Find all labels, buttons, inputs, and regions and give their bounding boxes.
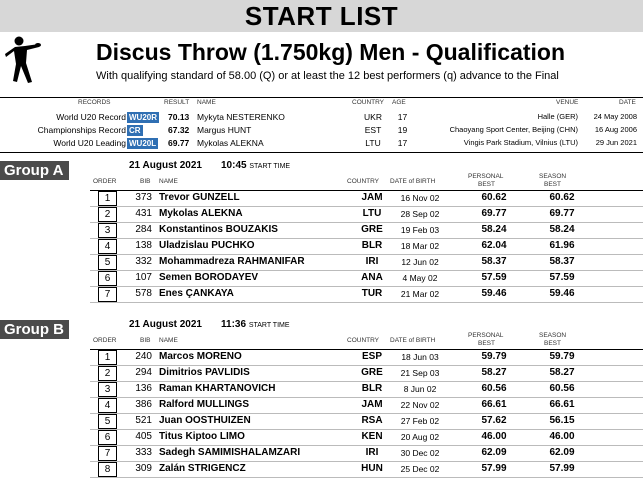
athlete-dob: 20 Aug 02 (400, 432, 440, 442)
order-number: 4 (98, 398, 117, 413)
bib-number: 333 (135, 447, 152, 458)
dob-header: DATE of BIRTH (390, 178, 436, 185)
name-header: NAME (159, 337, 178, 344)
athlete-row (90, 190, 643, 207)
bib-number: 294 (135, 367, 152, 378)
group-start-time (221, 319, 290, 330)
record-label: Championships Record (37, 125, 126, 135)
athlete-name: Mykolas ALEKNA (159, 208, 243, 219)
athlete-country: KEN (361, 431, 383, 442)
order-number: 2 (98, 366, 117, 381)
athlete-row (90, 429, 643, 446)
athlete-dob: 30 Dec 02 (400, 448, 440, 458)
athlete-dob: 22 Nov 02 (400, 400, 440, 410)
season-best: 58.24 (549, 224, 575, 235)
athlete-dob: 16 Nov 02 (400, 193, 440, 203)
event-subtitle: With qualifying standard of 58.00 (Q) or at least the 12 best performers (q) advance to the Final (96, 70, 559, 82)
bib-number: 405 (135, 431, 152, 442)
order-number: 8 (98, 462, 117, 477)
discus-thrower-icon (5, 35, 41, 85)
records-table (0, 97, 643, 153)
season-best: 58.37 (549, 256, 575, 267)
athlete-name: Zalán STRIGENCZ (159, 463, 246, 474)
athlete-dob: 4 May 02 (402, 273, 438, 283)
athlete-name: Uladzislau PUCHKO (159, 240, 255, 251)
athlete-country: ANA (361, 272, 383, 283)
season-best-header: SEASON (539, 173, 567, 180)
start-time-value: 11:36 (221, 319, 247, 330)
athlete-dob: 25 Dec 02 (400, 464, 440, 474)
record-country: UKR (364, 112, 382, 122)
athlete-row (90, 254, 643, 271)
athlete-dob: 28 Sep 02 (400, 209, 440, 219)
season-best: 59.79 (549, 351, 575, 362)
order-number: 2 (98, 207, 117, 222)
athlete-country: GRE (361, 224, 383, 235)
athlete-row (90, 222, 643, 239)
athlete-name: Marcos MORENO (159, 351, 242, 362)
record-venue: Chaoyang Sport Center, Beijing (CHN) (449, 125, 578, 134)
athlete-row (90, 413, 643, 430)
personal-best: 62.09 (481, 447, 507, 458)
personal-best: 57.99 (481, 463, 507, 474)
athlete-dob: 21 Sep 03 (400, 368, 440, 378)
season-best-header: SEASON (539, 332, 567, 339)
start-time-label: START TIME (249, 163, 291, 170)
athlete-name: Dimitrios PAVLIDIS (159, 367, 250, 378)
order-number: 6 (98, 271, 117, 286)
bib-header: BIB (140, 178, 151, 185)
athlete-country: RSA (361, 415, 383, 426)
athlete-dob: 27 Feb 02 (400, 416, 440, 426)
athlete-name: Ralford MULLINGS (159, 399, 249, 410)
season-best: 62.09 (549, 447, 575, 458)
athlete-dob: 8 Jun 02 (403, 384, 437, 394)
athlete-name: Juan OOSTHUIZEN (159, 415, 251, 426)
athlete-name: Enes ÇANKAYA (159, 288, 234, 299)
record-holder: Margus HUNT (197, 125, 252, 135)
record-label: World U20 Record (56, 112, 126, 122)
order-header: ORDER (93, 337, 117, 344)
personal-best-header: PERSONAL (468, 173, 504, 180)
personal-best: 57.62 (481, 415, 507, 426)
order-number: 7 (98, 446, 117, 461)
order-number: 3 (98, 382, 117, 397)
athlete-dob: 21 Mar 02 (400, 289, 440, 299)
personal-best: 60.62 (481, 192, 507, 203)
bib-number: 136 (135, 383, 152, 394)
table-header (90, 172, 643, 191)
record-mark: 69.77 (168, 138, 190, 148)
group-date: 21 August 2021 (129, 319, 202, 330)
athlete-country: HUN (361, 463, 383, 474)
athlete-row (90, 286, 643, 303)
record-mark: 70.13 (168, 112, 190, 122)
bib-number: 521 (135, 415, 152, 426)
athlete-name: Mohammadreza RAHMANIFAR (159, 256, 305, 267)
athlete-row (90, 397, 643, 414)
bib-number: 332 (135, 256, 152, 267)
personal-best: 58.24 (481, 224, 507, 235)
record-badge: WU20R (129, 112, 158, 122)
bib-number: 240 (135, 351, 152, 362)
group-label: Group B (0, 320, 69, 339)
athlete-country: IRI (365, 256, 379, 267)
athlete-country: JAM (361, 399, 383, 410)
athlete-name: Konstantinos BOUZAKIS (159, 224, 278, 235)
order-number: 1 (98, 191, 117, 206)
athlete-row (90, 270, 643, 287)
athlete-name: Titus Kiptoo LIMO (159, 431, 245, 442)
date-header: DATE (619, 99, 636, 106)
order-number: 5 (98, 414, 117, 429)
record-holder: Mykyta NESTERENKO (197, 112, 285, 122)
personal-best: 58.37 (481, 256, 507, 267)
record-country: EST (364, 125, 382, 135)
record-country: LTU (365, 138, 381, 148)
bib-number: 309 (135, 463, 152, 474)
athlete-dob: 18 Mar 02 (400, 241, 440, 251)
personal-best-header: PERSONAL (468, 332, 504, 339)
season-best: 56.15 (549, 415, 575, 426)
personal-best: 58.27 (481, 367, 507, 378)
athlete-name: Trevor GUNZELL (159, 192, 240, 203)
athlete-name: Raman KHARTANOVICH (159, 383, 276, 394)
bib-number: 138 (135, 240, 152, 251)
athlete-row (90, 381, 643, 398)
record-venue: Vingis Park Stadium, Vilnius (LTU) (463, 138, 578, 147)
venue-header: VENUE (556, 99, 579, 106)
record-row (0, 124, 643, 136)
athlete-country: ESP (361, 351, 382, 362)
order-number: 3 (98, 223, 117, 238)
group-start-time (221, 160, 290, 171)
athlete-row (90, 238, 643, 255)
personal-best: 59.46 (481, 288, 507, 299)
country-header: COUNTRY (347, 178, 380, 185)
order-number: 4 (98, 239, 117, 254)
group-label: Group A (0, 161, 69, 180)
record-label: World U20 Leading (53, 138, 126, 148)
personal-best: 60.56 (481, 383, 507, 394)
personal-best-header: BEST (478, 181, 495, 188)
athlete-country: GRE (361, 367, 383, 378)
athlete-country: TUR (361, 288, 383, 299)
athlete-row (90, 445, 643, 462)
start-time-label: START TIME (248, 322, 290, 329)
age-header: AGE (392, 99, 406, 106)
bib-number: 386 (135, 399, 152, 410)
season-best-header: BEST (544, 340, 561, 347)
season-best: 57.99 (549, 463, 575, 474)
bib-header: BIB (140, 337, 151, 344)
athlete-dob: 12 Jun 02 (401, 257, 439, 267)
season-best-header: BEST (544, 181, 561, 188)
record-date: 29 Jun 2021 (595, 138, 637, 147)
record-age: 19 (397, 125, 408, 135)
record-date: 16 Aug 2006 (594, 125, 637, 134)
bib-number: 107 (135, 272, 152, 283)
result-header: RESULT (164, 99, 190, 106)
athlete-country: JAM (361, 192, 383, 203)
bib-number: 578 (135, 288, 152, 299)
records-header: RECORDS (78, 99, 111, 106)
season-best: 57.59 (549, 272, 575, 283)
season-best: 59.46 (549, 288, 575, 299)
bib-number: 373 (135, 192, 152, 203)
record-row (0, 137, 643, 149)
record-holder: Mykolas ALEKNA (197, 138, 264, 148)
country-header: COUNTRY (352, 99, 385, 106)
athlete-row (90, 461, 643, 478)
personal-best: 62.04 (481, 240, 507, 251)
personal-best: 57.59 (481, 272, 507, 283)
personal-best: 59.79 (481, 351, 507, 362)
season-best: 66.61 (549, 399, 575, 410)
athlete-country: LTU (362, 208, 382, 219)
record-date: 24 May 2008 (593, 112, 637, 121)
bib-number: 284 (135, 224, 152, 235)
athlete-name: Semen BORODAYEV (159, 272, 259, 283)
order-header: ORDER (93, 178, 117, 185)
athlete-row (90, 365, 643, 382)
order-number: 6 (98, 430, 117, 445)
record-row (0, 111, 643, 123)
season-best: 46.00 (549, 431, 575, 442)
season-best: 58.27 (549, 367, 575, 378)
group-date: 21 August 2021 (129, 160, 202, 171)
name-header: NAME (159, 178, 178, 185)
order-number: 7 (98, 287, 117, 302)
record-age: 17 (397, 138, 408, 148)
record-age: 17 (397, 112, 408, 122)
event-title: Discus Throw (1.750kg) Men - Qualification (96, 39, 566, 65)
start-time-value: 10:45 (221, 160, 247, 171)
season-best: 69.77 (549, 208, 575, 219)
country-header: COUNTRY (347, 337, 380, 344)
athlete-dob: 19 Feb 03 (400, 225, 440, 235)
season-best: 60.56 (549, 383, 575, 394)
record-badge: CR (129, 125, 141, 135)
name-header: NAME (197, 99, 216, 106)
athlete-name: Sadegh SAMIMISHALAMZARI (159, 447, 301, 458)
record-mark: 67.32 (168, 125, 190, 135)
table-header (90, 331, 643, 350)
personal-best: 69.77 (481, 208, 507, 219)
bib-number: 431 (135, 208, 152, 219)
athlete-country: IRI (365, 447, 379, 458)
athlete-country: BLR (361, 383, 383, 394)
order-number: 1 (98, 350, 117, 365)
athlete-country: BLR (361, 240, 383, 251)
record-venue: Halle (GER) (537, 112, 578, 121)
page-title: START LIST (244, 1, 399, 31)
order-number: 5 (98, 255, 117, 270)
season-best: 61.96 (549, 240, 575, 251)
dob-header: DATE of BIRTH (390, 337, 436, 344)
athlete-dob: 18 Jun 03 (401, 352, 439, 362)
record-badge: WU20L (129, 138, 157, 148)
personal-best: 46.00 (481, 431, 507, 442)
athlete-row (90, 349, 643, 366)
athlete-row (90, 206, 643, 223)
season-best: 60.62 (549, 192, 575, 203)
title-bar (0, 0, 643, 32)
personal-best-header: BEST (478, 340, 495, 347)
personal-best: 66.61 (481, 399, 507, 410)
